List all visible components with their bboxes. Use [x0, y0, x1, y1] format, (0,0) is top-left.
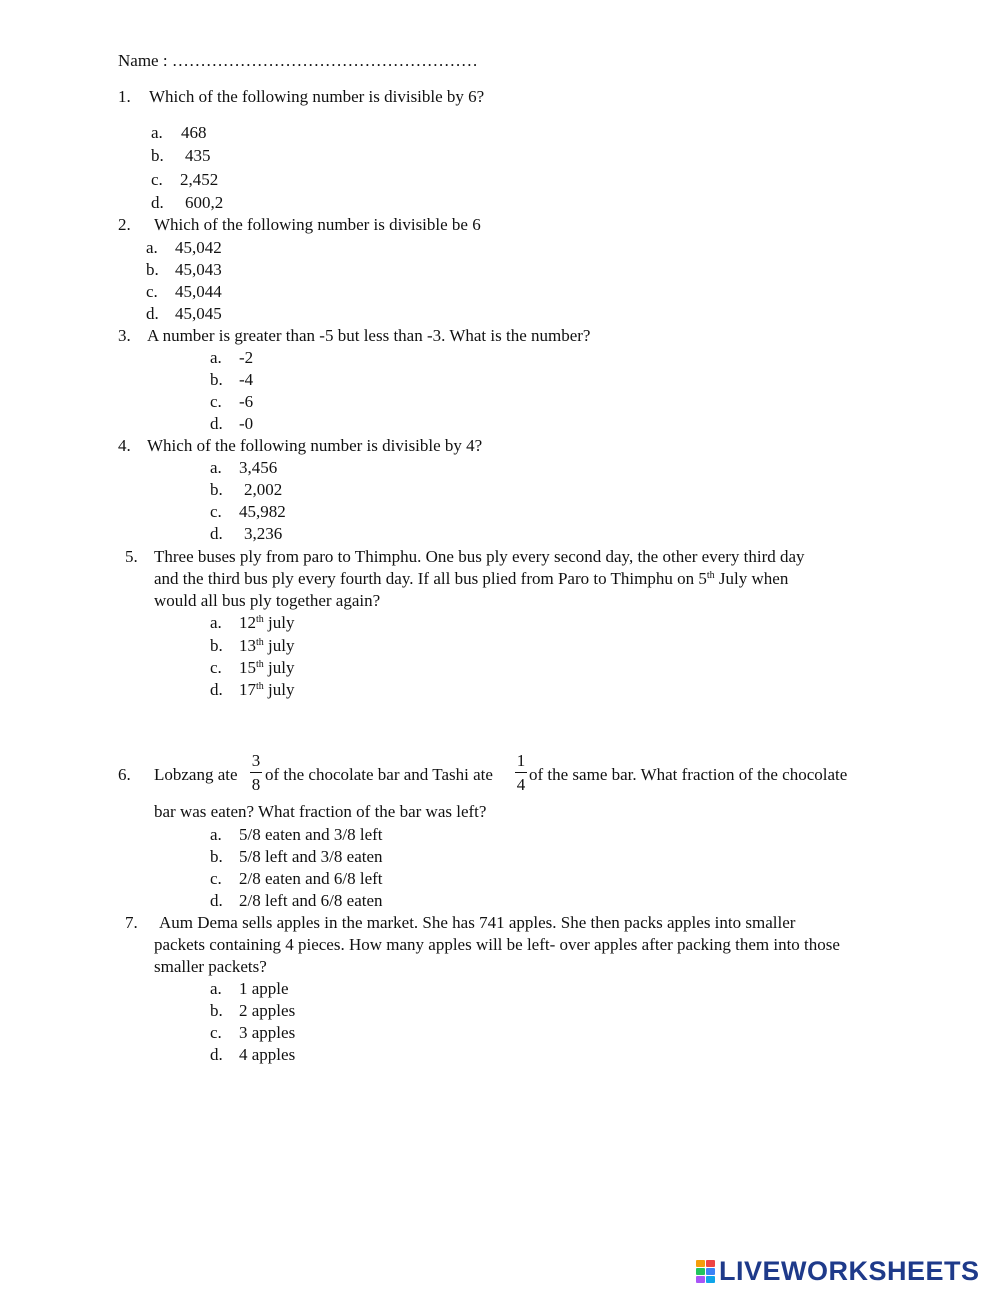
fraction-bar [250, 772, 262, 773]
logo-block [706, 1268, 715, 1275]
question-7-line-2: packets containing 4 pieces. How many apples will be left- over apples after packing them into those [154, 935, 840, 954]
option-1d: d. 600,2 [151, 193, 224, 212]
logo-block [696, 1268, 705, 1275]
option-5c: c. 15th july [210, 658, 295, 677]
question-number: 4. [118, 436, 131, 455]
option-7d: d. 4 apples [210, 1045, 296, 1064]
logo-block [706, 1276, 715, 1283]
option-2d: d. 45,045 [146, 304, 222, 323]
name-line: Name : ……………………………………………… [118, 51, 478, 70]
question-7-line-3: smaller packets? [154, 957, 267, 976]
option-3b: b. -4 [210, 370, 254, 389]
option-6d: d. 2/8 left and 6/8 eaten [210, 891, 383, 910]
logo-block [706, 1260, 715, 1267]
option-4a: a. 3,456 [210, 458, 278, 477]
fraction-three-eighths: 3 8 [251, 751, 261, 794]
option-1b: b. 435 [151, 146, 211, 165]
question-text: Which of the following number is divisible by 4? [147, 436, 483, 455]
question-7-line-1: Aum Dema sells apples in the market. She has 741 apples. She then packs apples into smaller [159, 913, 796, 932]
question-number: 2. [118, 215, 131, 234]
option-5b: b. 13th july [210, 636, 295, 655]
question-1 [118, 87, 484, 107]
option-3c: c. -6 [210, 392, 254, 411]
fraction-bar [515, 772, 527, 773]
option-2a: a. 45,042 [146, 238, 222, 257]
logo-block [696, 1260, 705, 1267]
question-2 [118, 215, 481, 235]
question-7-number: 7. [125, 913, 138, 932]
question-4 [118, 436, 482, 456]
option-2c: c. 45,044 [146, 282, 222, 301]
option-4b: b. 2,002 [210, 480, 283, 499]
option-7c: c. 3 apples [210, 1023, 296, 1042]
question-number: 1. [118, 87, 131, 106]
question-5-line-2: and the third bus ply every fourth day. If all bus plied from Paro to Thimphu on 5th July when [154, 569, 789, 588]
question-text: Which of the following number is divisible by 6? [149, 87, 485, 106]
question-6-line-2: bar was eaten? What fraction of the bar was left? [154, 802, 487, 821]
option-2b: b. 45,043 [146, 260, 222, 279]
option-6c: c. 2/8 eaten and 6/8 left [210, 869, 383, 888]
logo-text: LIVEWORKSHEETS [719, 1256, 980, 1286]
option-3d: d. -0 [210, 414, 254, 433]
question-6-number: 6. [118, 765, 131, 784]
option-5a: a. 12th july [210, 613, 295, 632]
question-6-text-c: of the same bar. What fraction of the chocolate [529, 765, 848, 784]
option-4d: d. 3,236 [210, 524, 283, 543]
question-6-text-a: Lobzang ate [154, 765, 238, 784]
question-5-number: 5. [125, 547, 138, 566]
option-5d: d. 17th july [210, 680, 295, 699]
logo-block [696, 1276, 705, 1283]
option-3a: a. -2 [210, 348, 254, 367]
fraction-one-quarter: 1 4 [516, 751, 526, 794]
question-5-line-3: would all bus ply together again? [154, 591, 381, 610]
option-4c: c. 45,982 [210, 502, 286, 521]
option-1c: c. 2,452 [151, 170, 219, 189]
question-text: Which of the following number is divisible be 6 [154, 215, 481, 234]
option-1a: a. 468 [151, 123, 207, 142]
option-7b: b. 2 apples [210, 1001, 296, 1020]
question-6-text-b: of the chocolate bar and Tashi ate [265, 765, 493, 784]
liveworksheets-logo [696, 1256, 996, 1286]
question-text: A number is greater than -5 but less than -3. What is the number? [147, 326, 591, 345]
option-6b: b. 5/8 left and 3/8 eaten [210, 847, 383, 866]
question-3 [118, 326, 590, 346]
logo-blocks-icon [696, 1260, 715, 1283]
option-7a: a. 1 apple [210, 979, 289, 998]
question-number: 3. [118, 326, 131, 345]
question-5-line-1: Three buses ply from paro to Thimphu. One bus ply every second day, the other every third day [154, 547, 805, 566]
option-6a: a. 5/8 eaten and 3/8 left [210, 825, 383, 844]
